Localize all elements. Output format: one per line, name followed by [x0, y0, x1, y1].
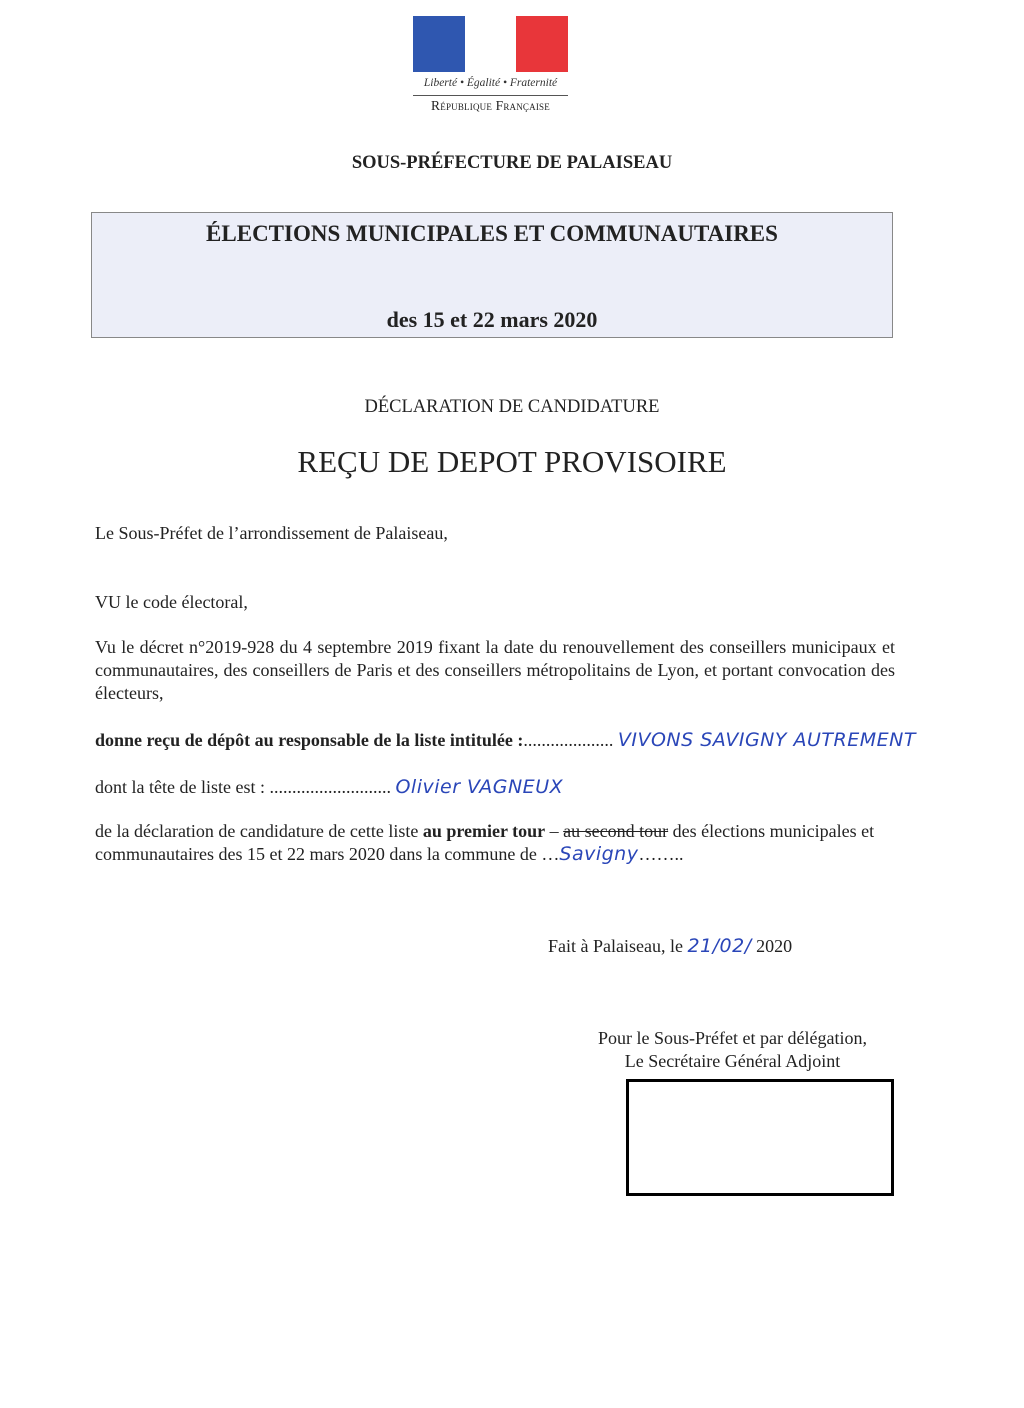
list-line	[95, 729, 916, 752]
commune-handwritten: Savigny	[559, 843, 639, 865]
vu-decret: Vu le décret n°2019-928 du 4 septembre 2019 fixant la date du renouvellement des conseillers municipaux et communautaires, des conseillers de Paris et des conseillers métropolitains de Lyon, et portant convocation des électeurs,	[95, 637, 895, 703]
logo-motto: Liberté • Égalité • Fraternité	[423, 77, 558, 89]
head-dots: ...........................	[269, 777, 391, 797]
place-date	[548, 935, 792, 958]
banner-title: ÉLECTIONS MUNICIPALES ET COMMUNAUTAIRES	[206, 221, 778, 246]
list-dots: ....................	[523, 730, 614, 750]
marianne-logo	[413, 16, 568, 72]
document-subtitle: DÉCLARATION DE CANDIDATURE	[364, 397, 660, 417]
year: 2020	[756, 936, 793, 956]
sign-line1: Pour le Sous-Préfet et par délégation,	[598, 1028, 867, 1048]
list-name-handwritten: VIVONS SAVIGNY AUTREMENT	[617, 729, 916, 751]
vu-code: VU le code électoral,	[95, 592, 248, 612]
list-label: donne reçu de dépôt au responsable de la liste intitulée :	[95, 730, 524, 750]
head-line	[95, 776, 563, 799]
logo-republique: République Française	[413, 95, 568, 114]
head-name-handwritten: Olivier VAGNEUX	[395, 776, 564, 798]
decl-dash: –	[549, 821, 559, 841]
date-handwritten: 21/02/	[687, 935, 752, 957]
signature-block	[560, 1027, 905, 1073]
decl-first-round: au premier tour	[422, 821, 546, 841]
document-title: REÇU DE DEPOT PROVISOIRE	[297, 444, 727, 479]
decl-part2: des élections municipales et communautaires des 15 et 22 mars 2020 dans la commune de	[95, 821, 875, 864]
head-label: dont la tête de liste est :	[95, 777, 265, 797]
sign-line2: Le Secrétaire Général Adjoint	[624, 1051, 841, 1071]
redacted-signature-box	[626, 1079, 894, 1196]
decl-part1: de la déclaration de candidature de cette liste	[95, 821, 419, 841]
commune-dots-after: ……..	[638, 844, 684, 864]
commune-dots: …	[541, 844, 560, 864]
decl-second-round-struck: au second tour	[563, 821, 669, 841]
declaration-text	[95, 820, 875, 866]
intro-line: Le Sous-Préfet de l’arrondissement de Palaiseau,	[95, 523, 448, 543]
place-label: Fait à Palaiseau, le	[548, 936, 683, 956]
office-heading: SOUS-PRÉFECTURE DE PALAISEAU	[351, 153, 673, 173]
banner-dates: des 15 et 22 mars 2020	[386, 307, 598, 332]
election-banner	[91, 212, 893, 338]
